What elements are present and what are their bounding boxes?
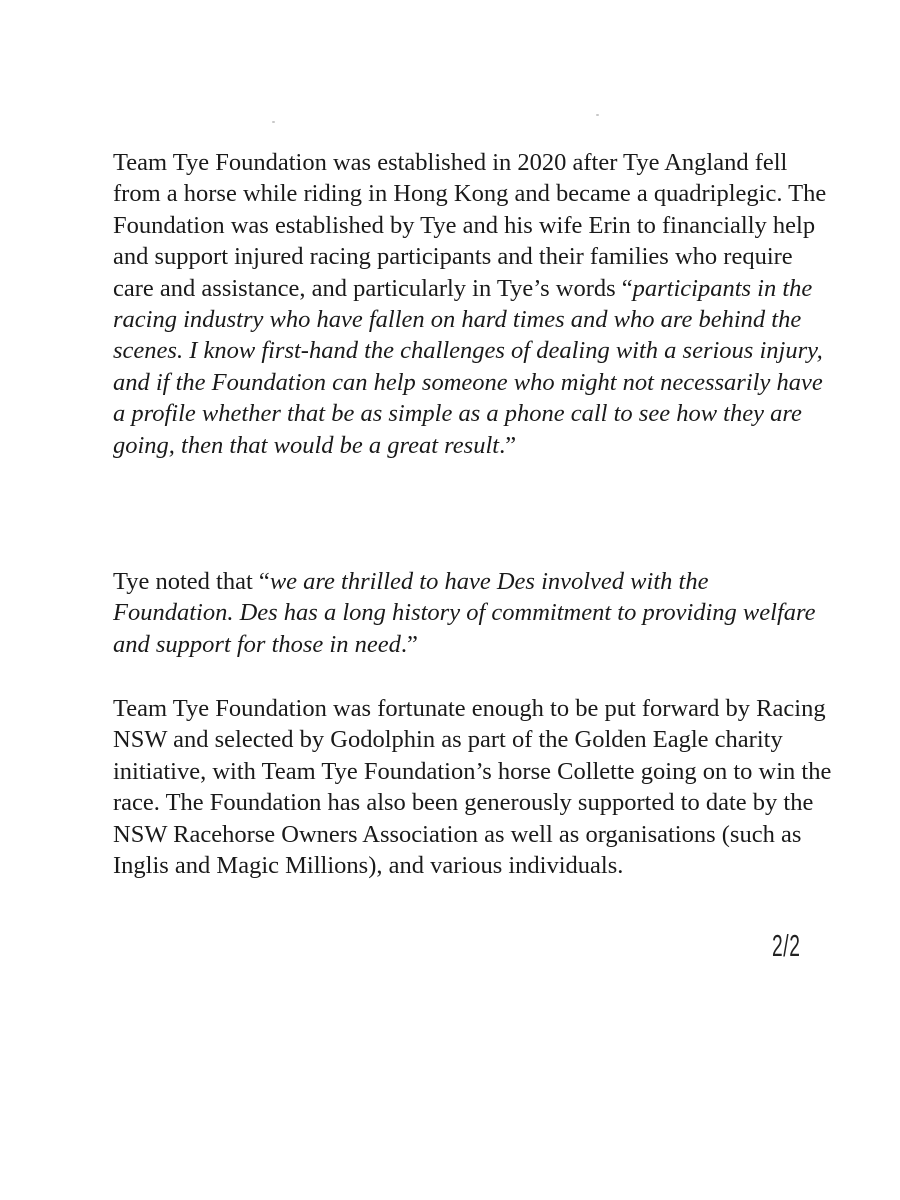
paragraph-1-quote: participants in the racing industry who have fallen on hard times and who are behind the scenes. I know first-hand the challenges of dealing with a serious injury, and if the Foundation can help someone who might not necessarily have a profile whether that be as simple as a phone call to see how they are going, then that would be a great result	[113, 274, 823, 459]
scan-speck	[596, 114, 599, 116]
page-number: 2/2	[772, 928, 801, 963]
scan-speck	[272, 121, 275, 123]
paragraph-1-lead: Team Tye Foundation was established in 2020 after Tye Angland fell from a horse while riding in Hong Kong and became a quadriplegic. The Foundation was established by Tye and his wife Erin to financially help and support injured racing participants and their families who require care and assistance, and particularly in Tye’s words “	[113, 149, 827, 302]
paragraph-tye-quote	[113, 566, 833, 660]
paragraph-3-text: Team Tye Foundation was fortunate enough to be put forward by Racing NSW and selected by Godolphin as part of the Golden Eagle charity initiative, with Team Tye Foundation’s horse Collette going on to win the race. The Foundation has also been generously supported to date by the NSW Racehorse Owners Association as well as organisations (such as Inglis and Magic Millions), and various individuals.	[113, 695, 832, 880]
paragraph-support	[113, 693, 833, 881]
paragraph-1-tail: .”	[499, 431, 517, 459]
paragraph-2-quote: we are thrilled to have Des involved with the Foundation. Des has a long history of commitment to providing welfare and support for those in need	[113, 568, 816, 658]
paragraph-2-tail: .”	[400, 630, 418, 658]
paragraph-2-lead: Tye noted that “	[113, 568, 270, 595]
paragraph-foundation-history	[113, 147, 833, 461]
